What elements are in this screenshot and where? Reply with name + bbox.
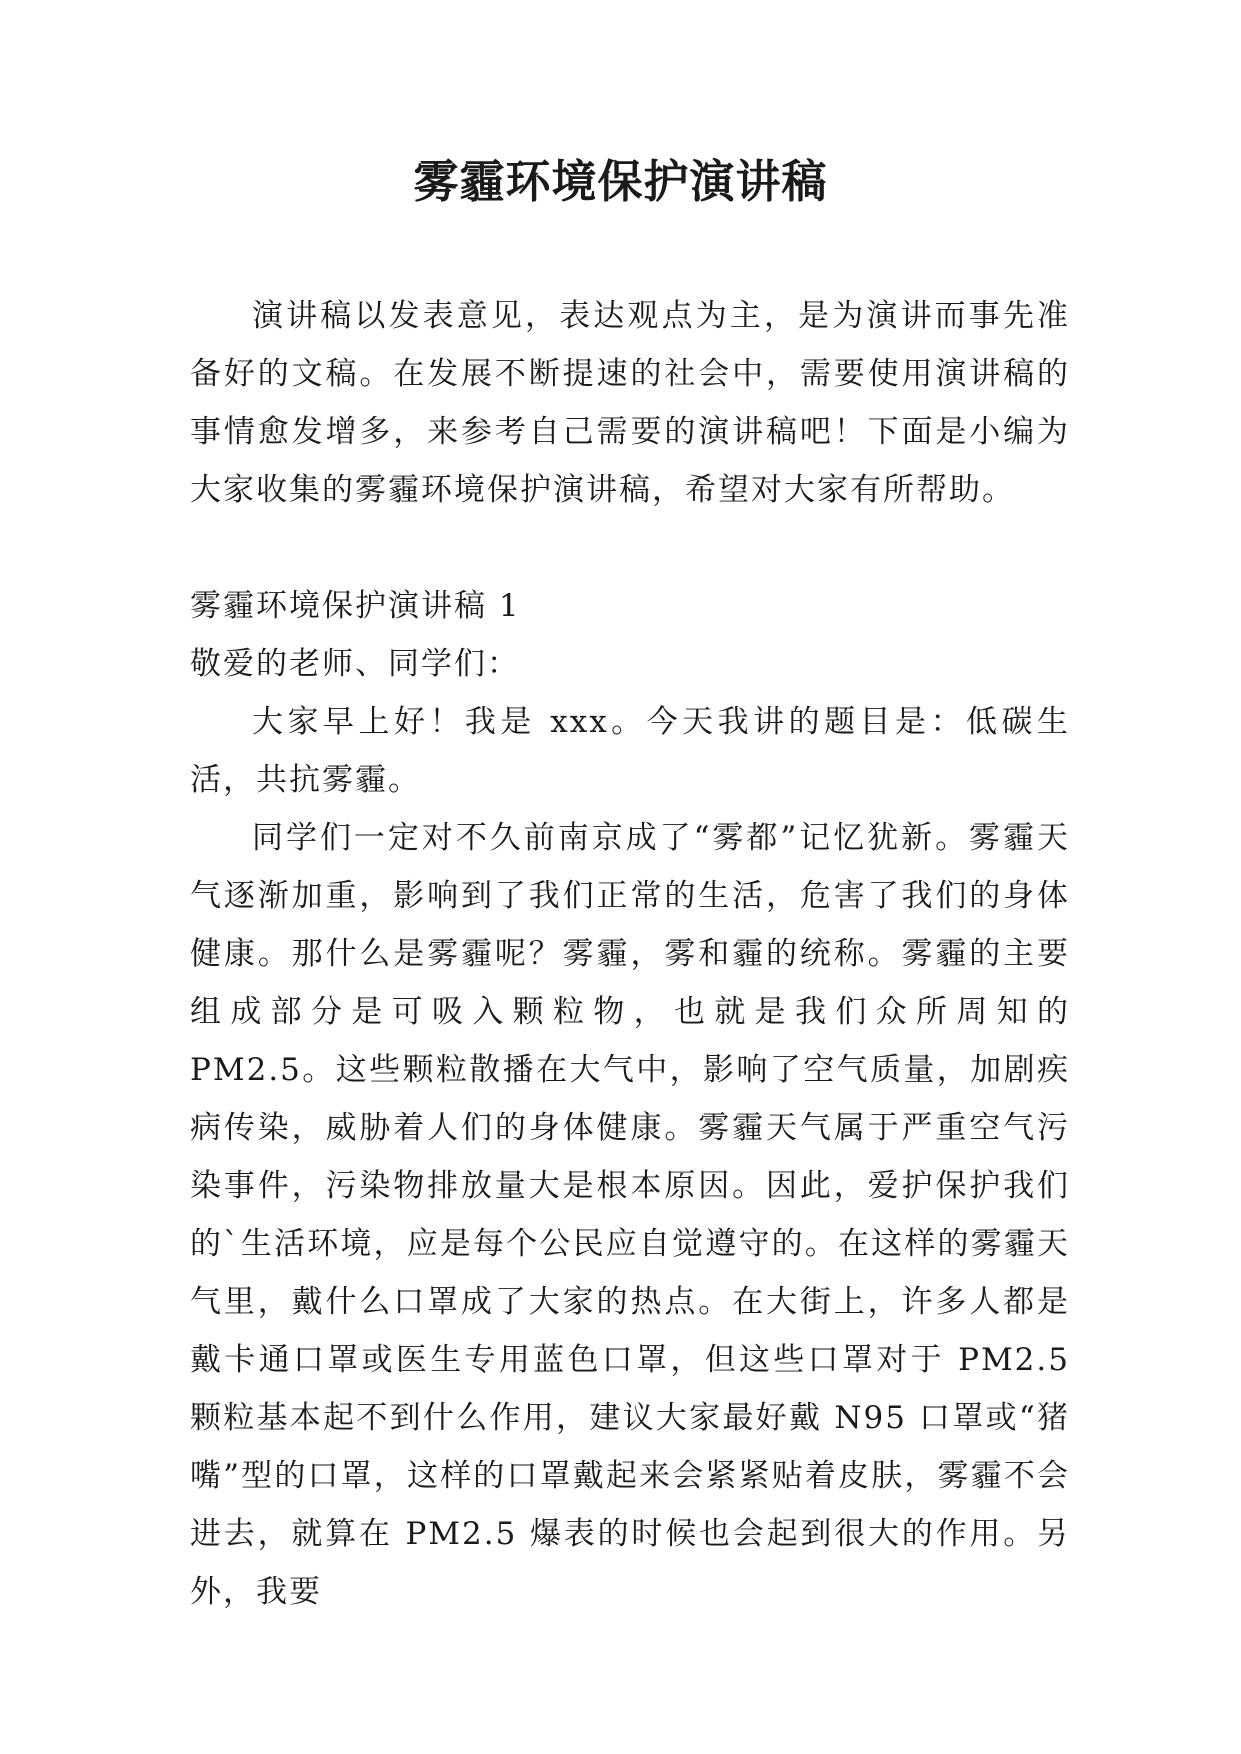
body-paragraph: 同学们一定对不久前南京成了“雾都”记忆犹新。雾霾天气逐渐加重，影响到了我们正常的生活，危害了我们的身体健康。那什么是雾霾呢？雾霾，雾和霾的统称。雾霾的主要组成部分是可吸入颗粒物，也就是我们众所周知的 PM2.5。这些颗粒散播在大气中，影响了空气质量，加剧疾病传染，威胁着人们的身体健康。雾霾天气属于严重空气污染事件，污染物排放量大是根本原因。因此，爱护保护我们的`生活环境，应是每个公民应自觉遵守的。在这样的雾霾天气里，戴什么口罩成了大家的热点。在大街上，许多人都是戴卡通口罩或医生专用蓝色口罩，但这些口罩对于 PM2.5 颗粒基本起不到什么作用，建议大家最好戴 N95 口罩或“猪嘴”型的口罩，这样的口罩戴起来会紧紧贴着皮肤，雾霾不会进去，就算在 PM2.5 爆表的时候也会起到很大的作用。另外，我要 <box>190 820 1070 1610</box>
body-paragraph: 大家早上好！我是 xxx。今天我讲的题目是：低碳生活，共抗雾霾。 <box>190 704 1070 798</box>
document-body <box>190 287 1070 1621</box>
salutation: 敬爱的老师、同学们： <box>190 646 520 682</box>
intro-paragraph: 演讲稿以发表意见，表达观点为主，是为演讲而事先准备好的文稿。在发展不断提速的社会中，需要使用演讲稿的事情愈发增多，来参考自己需要的演讲稿吧！下面是小编为大家收集的雾霾环境保护演讲稿，希望对大家有所帮助。 <box>190 298 1070 508</box>
section-heading: 雾霾环境保护演讲稿 1 <box>190 588 521 624</box>
document-title: 雾霾环境保护演讲稿 <box>413 155 828 208</box>
